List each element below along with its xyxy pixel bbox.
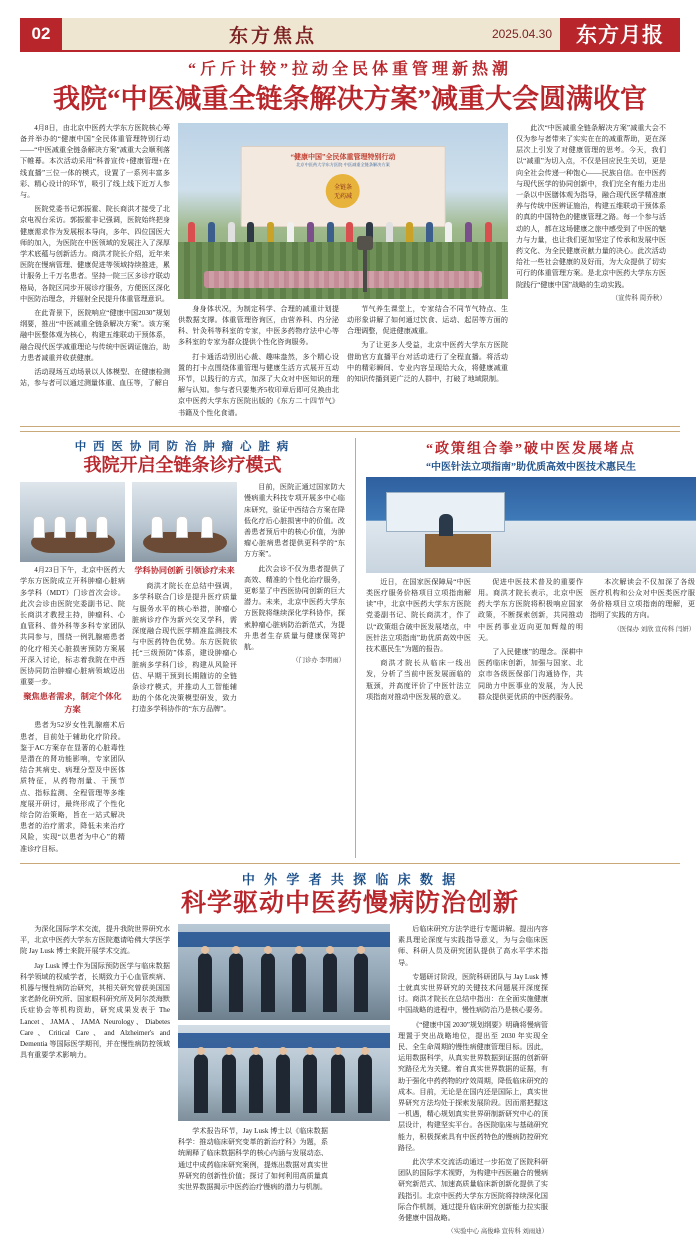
- middle-articles: [20, 431, 695, 858]
- bottom-kicker: 中 外 学 者 共 探 临 床 数 据: [241, 871, 459, 887]
- policy-column-3: [590, 577, 695, 706]
- paragraph: 此次“中医减重全链条解决方案”减重大会不仅为参与者带来了实实在在的减重帮助，更在深层次上引发了对健康管理的思考。今天，我们以“减重”为切入点，不仅是回应民生关切，更是向全社会传递一种饱心——民族自信。在中医药与现代医学的协同创新中，我们完全有能力走出一条以中医膳体观为指导，融合现代医学精准康养与传统中医辨证施治，构建五维联动干预体系的真的中国特色的健康管理之路。每一个参与活动的人，都在这场健康之旅中感受到了中医的魅力与力量，也让我们更加坚定了传承和发展中医药文化、为全民健康贡献力量的决心。此次活动给社一些社会健康的及好而，为大众提供了切实可行的体重管理方案。是北京中医药大学东方医院践行“健康中国”战略的生动实践。: [516, 123, 666, 289]
- group-photo-2: [178, 1025, 390, 1121]
- flower-bed: [204, 271, 481, 289]
- article-body: [20, 477, 345, 858]
- article-international-exchange: [20, 863, 680, 1237]
- bottom-body: [20, 919, 680, 1237]
- paragraph: 此次学术交流活动通过一步拓宽了医院科研团队的国际学术视野，为构建中西医融合的慢病研究新范式、加速高质量临床新创新化提供了实践指引。北京中医药大学东方医院将持续深化国际合作机制，通过提升临床研究创新能力拉实服务健康中国战略。: [398, 1158, 548, 1223]
- page-number: 02: [20, 18, 62, 50]
- meeting-room-photo: [20, 482, 125, 562]
- paragraph: 《“健康中国 2030”规划纲要》明确将慢病管理置于突出战略地位，提出至 2030 年实现全民、全生命周期的慢性病健康管理目标。因此，运用数据科学，从真实世界数据到证据的创新研究路径尤为关键。着自真实世界数据的证据，有助于强化中药药物的疗效周期，降低临床研究的成本。目前，无论是在国内还是国际上，真实世界研究方法均处于探索发展阶段。因而需把握这一机遇，精心规划真实世界研制新研究中心的顶层设计，构建坚实平台。各医院临床与基础研究能力，积极探索具有中医药特色的慢病防控研究路径。: [398, 1020, 548, 1152]
- paragraph: 为深化国际学术交流，提升我院世界研究水平，北京中医药大学东方医院邀请哈佛大学医学院 Jay Lusk 博士来院开展学术交流。: [20, 925, 170, 956]
- paragraph: 商洪才院长从临床一线出发，分析了当前中医发展面临的瓶颈，并高度评价了中医针法立项指南对推动中医发展的意义。: [366, 659, 471, 701]
- paper-name: 东方月报: [560, 18, 680, 50]
- paragraph: 4月23日下午，北京中医药大学东方医院成立开科肿瘤心脏病多学科（MDT）门诊首次会诊。此次会诊由医院完委副书记、院长商洪才教授主持，肿瘤科、心血管科、普外科等多科专家团队共同参与，围绕一例乳腺癌患者的化疗相关心脏损害预防方案展开深入讨论，标志着我院在中西医协同防治肿瘤心脏病领域迈出重要一步。: [20, 566, 125, 687]
- lead-headline: 我院“中医减重全链条解决方案”减重大会圆满收官: [53, 84, 647, 114]
- lead-kicker: “斤斤计较”拉动全民体重管理新热潮: [187, 61, 512, 78]
- lead-column-2b: [347, 304, 508, 422]
- policy-credit: （医保办 刘欣 宣传科 闫妍）: [613, 625, 695, 633]
- left-subhead-1: 学科协同创新 引领诊疗未来: [134, 566, 235, 576]
- lead-middle: [178, 123, 508, 422]
- lead-column-1: [20, 123, 170, 422]
- lead-photo: [178, 123, 508, 299]
- masthead: [20, 18, 680, 52]
- left-article-credit: （门诊办 李明雨）: [292, 657, 345, 665]
- podium: [425, 534, 491, 567]
- lead-lower-columns: [178, 299, 508, 422]
- masthead-center: [62, 18, 484, 50]
- paragraph: Jay Lusk 博士作为国际预防医学与临床数据科学领域的权威学者，长期致力于心血管疾病、机器与慢性病防治研究，其相关研究曾获美国国家老龄化研究所、国家眼科研究所及阿尔茨海默氏症协会等机构资助，研究成果发表于 The Lancet、JAMA、JAMA Neurology、Diabetes Care、Critical Care、and Alzheimer's and Dementia 等国际医学期刊，并在慢性病防控领域具有重要学术影响力。: [20, 961, 170, 1060]
- article-headline: 我院开启全链条诊疗模式: [83, 454, 282, 475]
- lead-column-2: [178, 304, 339, 422]
- section-title: 东方焦点: [228, 25, 317, 47]
- policy-subhead: “中医针法立项指南”助优质高效中医技术惠民生: [426, 461, 636, 473]
- left-article-column-2: [132, 482, 237, 858]
- paragraph: 打卡通活动别出心裁、趣味盎然，多个精心设置的打卡点围绕体重管理与健康生活方式展开互动环节，以践行的方式，加深了大众对中医知识的理解与认知。参与者只要集齐5枚印章后即可兑换由北京中医药大学东方医院出版的《东方二十四节气》书籍及个性化食谱。: [178, 352, 339, 417]
- stage-banner: [178, 932, 390, 947]
- paragraph: 本次解读会不仅加深了各级医疗机构和公众对中医类医疗服务价格项目立项指南的理解，更指明了实践的方向。: [590, 577, 695, 620]
- article-oncology-cardiology: [20, 438, 356, 858]
- publication-date: 2025.04.30: [484, 18, 560, 50]
- lead-column-3: [516, 123, 666, 422]
- crowd-figures: [178, 197, 508, 243]
- paragraph: 目前，医院正通过国家防大慢病重大科技专项开展多中心临床研究，验证中西结合方案在降低化疗后心脏损害中的价值。改善患者预后中的核心价值，为肿瘤心脏病患者提供更科学的“东方方案”。: [244, 483, 345, 559]
- policy-column-2: [478, 577, 583, 706]
- paragraph: 后临床研究方法学进行专题讲解。提出内容素具理论深度与实践指导意义，为与会临床医师、科研人员及研究团队提供了高水平学术指导。: [398, 925, 548, 967]
- paragraph: 在此背景下，医院响应“健康中国2030”规划纲要，推出“中医减重全链条解决方案”。该方案融中医整体观为核心，构建五维联动干预体系，融合现代医学减重理论与传统中医调证施治，助力患者减重并收获健康。: [20, 309, 170, 362]
- policy-column-1: [366, 577, 471, 706]
- paragraph: 促进中医技术普及的重要作用。商洪才院长表示，北京中医药大学东方医院将积极响应国家政策，不断探索创新，共同推动中医药事业迈向更加辉煌的明天。: [478, 577, 583, 642]
- paragraph: 为了让更多人受益，北京中医药大学东方医院借助官方直播平台对活动进行了全程直播。将活动中的精彩瞬间、专业内容呈现给大众，将健康减重的知识传播到更广泛的人群中，打破了地域限制。: [347, 341, 508, 383]
- stage-banner: [178, 1033, 390, 1048]
- policy-columns: [366, 573, 696, 706]
- conference-stage-photo: [366, 477, 696, 573]
- banner-subtitle: 北京中医药大学东方医院·中医减重全链条解决方案: [296, 161, 390, 167]
- article-kicker: 中 西 医 协 同 防 治 肿 瘤 心 脏 病: [74, 440, 291, 453]
- discussion-photo: [132, 482, 237, 562]
- bottom-headline: 科学驱动中医药慢病防治创新: [180, 889, 519, 917]
- paragraph: 商洪才院长在总结中强调，多学科联合门诊是提升医疗质量与服务水平的核心举措，肿瘤心脏病诊疗作为新兴交叉学科，需深度融合现代医学精准监测技术与中医药特色优势。东方医院依托“三级预防”体系，建设肿瘤心脏病多学科门诊，构建从风险评估、早期干预到长期随访的全链条诊疗模式，并推动人工智能辅助的个体化决策模型研发，致力打造多学科协作的“东方品牌”。: [132, 582, 237, 714]
- people-row: [186, 1054, 381, 1114]
- policy-kicker: “政策组合拳”破中医发展堵点: [426, 441, 636, 457]
- left-article-photo-column: [20, 482, 125, 858]
- lead-article: [20, 52, 680, 427]
- paragraph: 了入民健康”的理念。深耕中医药临床创新，加强与国家、北京市各级医保部门沟通协作，共同助力中医事业的发展，为人民群众提供更优质的中医药服务。: [478, 648, 583, 701]
- paragraph: 学术报告环节，Jay Lusk 博士以《临床数据科学：推动临床研究变革的新治疗科》为题，系统阐释了临床数据科学的核心内涵与发展动态、通过中成药临床研究案例，提炼出数据对真实世界研究的创新性价值；探讨了如何利用高质量真实世界数据揭示中医药治疗慢病的潜力与机制。: [178, 1127, 328, 1192]
- paragraph: 患者为52岁女性乳腺癌术后患者，目前处于辅助化疗阶段。鉴于AC方案存在显著的心脏毒性是潜在的肾功能影响，专家团队结合其病史、病理分型及中医体质特征，从药物剂量、干预节点、指标监测、全程管理等多维度展开研讨，最终形成了个性化综合防治策略，旨在一站式解决患者的治疗需求，降低未来治疗风险，实现“以患者为中心”的精准诊疗目标。: [20, 721, 125, 853]
- paragraph: 专题研讨阶段，医院科研团队与 Jay Lusk 博士就真实世界研究的关键技术问题展开深度探讨。商洪才院长在总结中指出：在全面实施健康中国战略的进程中，慢性病防治乃是核心要务。: [398, 972, 548, 1015]
- lead-photo-wrap: [178, 123, 508, 299]
- paragraph: 节气养生课堂上，专家结合不同节气特点、生动形象讲解了如何通过饮食、运动、起居等方面的合理调整，促进健康减重。: [347, 304, 508, 336]
- bottom-credit: （实验中心 高俊峰 宣传科 刘雨迪）: [447, 1228, 548, 1236]
- paragraph: 活动现场互动场景以人体模型、在健康检测站，参与者可以通过测量体重、血压等，了解自: [20, 368, 170, 388]
- bottom-column-3: [398, 924, 548, 1237]
- bottom-column-1: [20, 924, 170, 1237]
- lead-byline: （宣传科 周乔秋）: [611, 294, 666, 302]
- speaker-figure: [439, 514, 453, 536]
- banner-seal: 全链条 无药减: [326, 174, 360, 208]
- left-article-column-3: [244, 482, 345, 858]
- bottom-column-2: [178, 1126, 328, 1193]
- left-subhead-2: 聚焦患者需求，制定个体化方案: [23, 692, 122, 715]
- street-lamp: [363, 246, 367, 292]
- lead-body: [20, 117, 680, 422]
- paragraph: 4月8日，由北京中医药大学东方医院核心筹备并举办的“健康中国”全民体重管理特别行动——“中医减重全链条解决方案”减重大会顺利落下帷幕。本次活动采用“科普宣传+健康管理+在线直播”三位一体的模式，设置了一系列丰富多彩、精心设计的环节，吸引了线上线下近万人参与。: [20, 123, 170, 199]
- people-row: [186, 953, 381, 1013]
- bottom-photos: [178, 924, 390, 1237]
- paragraph: 身身体状况，为制定科学、合理的减重计划提供数据支撑。体重管理咨询区，由营养科、内分泌科、针灸科等科室的专家，中医多药物疗法中心等多科室的专家为群众提供个性化咨询服务。: [178, 304, 339, 347]
- banner-title: “健康中国”全民体重管理特别行动: [290, 152, 396, 161]
- paragraph: 近日，在国家医保障局“中医类医疗服务价格项目立项指南解读”中，北京中医药大学东方医院党委副书记、院长商洪才，作了以“政策组合破中医发展堵点，中医针法立项指南”助优质高效中医技术惠民生”为题的报告。: [366, 577, 471, 653]
- group-photo-1: [178, 924, 390, 1020]
- paragraph: 此次会诊不仅为患者提供了高效、精准的个性化治疗服务，更彰显了中西医协同创新的巨大潜力。未来，北京中医药大学东方医院将继续深化学科协作，探索肿瘤心脏病防治新范式，为提升患者生存质量与健康保驾护航。: [244, 564, 345, 652]
- paragraph: 医院党委书记郭振霍、院长商洪才接受了北京电视台采访。郭振霍非记强调，医院始终把身健康需求作为发展根本导向，多年、四位国医大师的加入，为医院在中医领域的发展注入了深厚学术底蕴与创新活力。商洪才院长介绍，近年来医院在慢病管理、健康促进等领域持续推进，累计服务上千万名患者。坚持一院三区多诊疗联动格局，各院区同步开展诊疗服务，方便医区深化中医防治理念，并辐射全民提升体重管理意识。: [20, 205, 170, 303]
- article-policy: [366, 438, 696, 858]
